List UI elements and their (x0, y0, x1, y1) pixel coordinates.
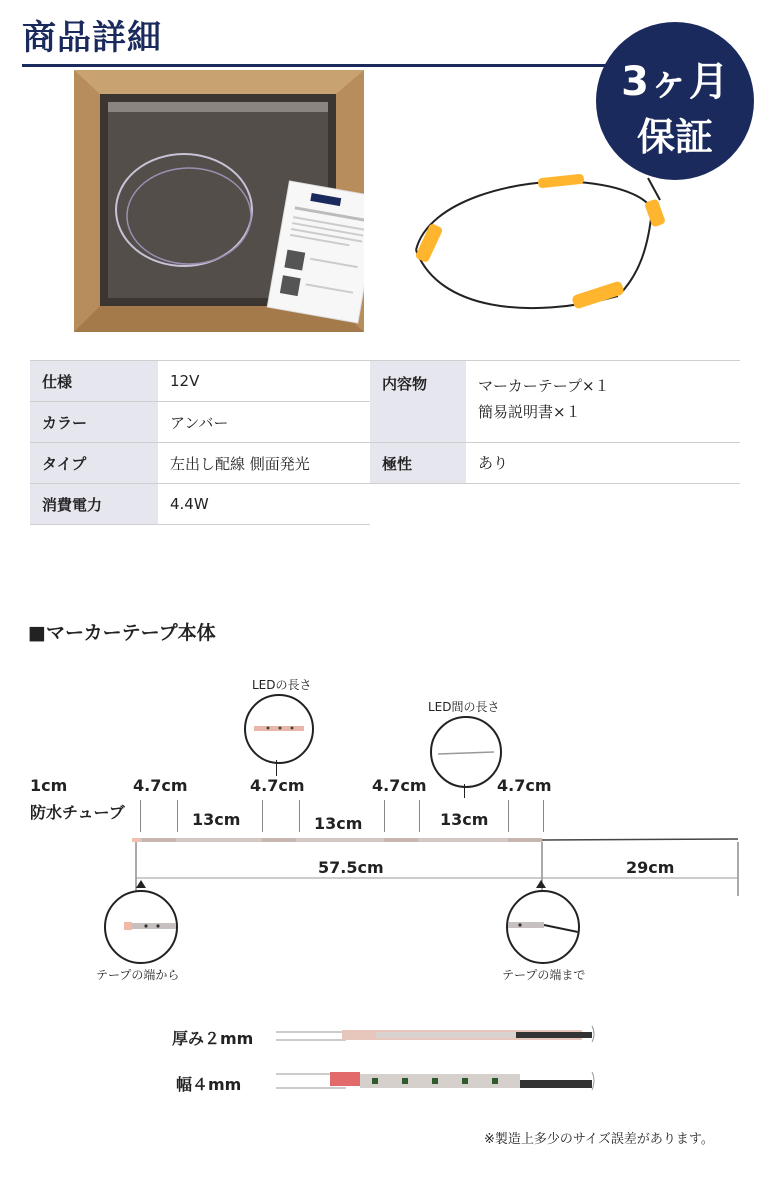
section-title: ■マーカーテープ本体 (28, 622, 216, 644)
warranty-badge (596, 22, 754, 180)
tube-length: 1cm (30, 776, 68, 795)
thickness-label: 厚み２mm (172, 1029, 254, 1048)
spec-value-color: アンバー (158, 402, 370, 443)
contents-line1: マーカーテープ×１ (478, 377, 610, 395)
package-photo (74, 70, 364, 332)
spec-key-power: 消費電力 (30, 484, 158, 525)
from-end-zoom-image (106, 892, 176, 962)
led-length-pointer (276, 760, 277, 776)
led-gap-pointer (464, 784, 465, 798)
segment-1-bracket (140, 800, 178, 832)
tube-label: 防水チューブ (30, 803, 125, 822)
contents-line2: 簡易説明書×１ (478, 403, 581, 421)
total-tape-length: 57.5cm (318, 858, 384, 877)
led-segment-2 (262, 838, 296, 842)
lit-tape-photo (408, 160, 700, 330)
spec-key-polarity: 極性 (370, 443, 466, 484)
led-gap-zoom (430, 716, 502, 788)
to-end-zoom-image (508, 892, 578, 962)
page-title: 商品詳細 (22, 18, 162, 58)
spec-value-power: 4.4W (158, 484, 370, 525)
title-underline (22, 64, 612, 67)
led-gap-label: LED間の長さ (428, 700, 500, 714)
to-end-zoom (506, 890, 580, 964)
tape-body (136, 838, 542, 842)
gap-3-length: 13cm (440, 810, 489, 829)
from-end-zoom (104, 890, 178, 964)
spec-empty-cell (370, 484, 740, 525)
gap-1-length: 13cm (192, 810, 241, 829)
spec-value-polarity: あり (466, 443, 740, 484)
led-segment-3 (384, 838, 418, 842)
segment-4-bracket (508, 800, 544, 832)
led-segment-4 (508, 838, 542, 842)
spec-key-color: カラー (30, 402, 158, 443)
segment-2-length: 4.7cm (250, 776, 305, 795)
led-gap-zoom-image (432, 718, 500, 786)
spec-value-voltage: 12V (158, 361, 370, 402)
segment-3-length: 4.7cm (372, 776, 427, 795)
segment-3-bracket (384, 800, 420, 832)
led-length-zoom-image (246, 696, 312, 762)
lead-wire (542, 839, 738, 840)
segment-4-length: 4.7cm (497, 776, 552, 795)
spec-value-contents (466, 361, 740, 443)
segment-2-bracket (262, 800, 300, 832)
spec-value-type: 左出し配線 側面発光 (158, 443, 370, 484)
spec-key-contents: 内容物 (370, 361, 466, 443)
from-end-label: テープの端から (96, 968, 180, 982)
led-length-zoom (244, 694, 314, 764)
width-view (276, 1066, 606, 1098)
gap-2-length: 13cm (314, 814, 363, 833)
from-end-arrow (136, 880, 146, 888)
to-end-label: テープの端まで (502, 968, 586, 982)
to-end-arrow (536, 880, 546, 888)
wire-length: 29cm (626, 858, 675, 877)
width-label: 幅４mm (176, 1075, 242, 1094)
spec-key-voltage: 仕様 (30, 361, 158, 402)
spec-key-type: タイプ (30, 443, 158, 484)
segment-1-length: 4.7cm (133, 776, 188, 795)
spec-table (30, 360, 740, 525)
led-segment-1 (142, 838, 176, 842)
badge-line2: 保証 (636, 115, 713, 159)
footnote: ※製造上多少のサイズ誤差があります。 (484, 1132, 714, 1147)
led-length-label: LEDの長さ (252, 678, 312, 692)
badge-line1: 3ヶ月 (621, 59, 729, 105)
thickness-view (276, 1022, 606, 1050)
waterproof-tube (132, 838, 140, 842)
